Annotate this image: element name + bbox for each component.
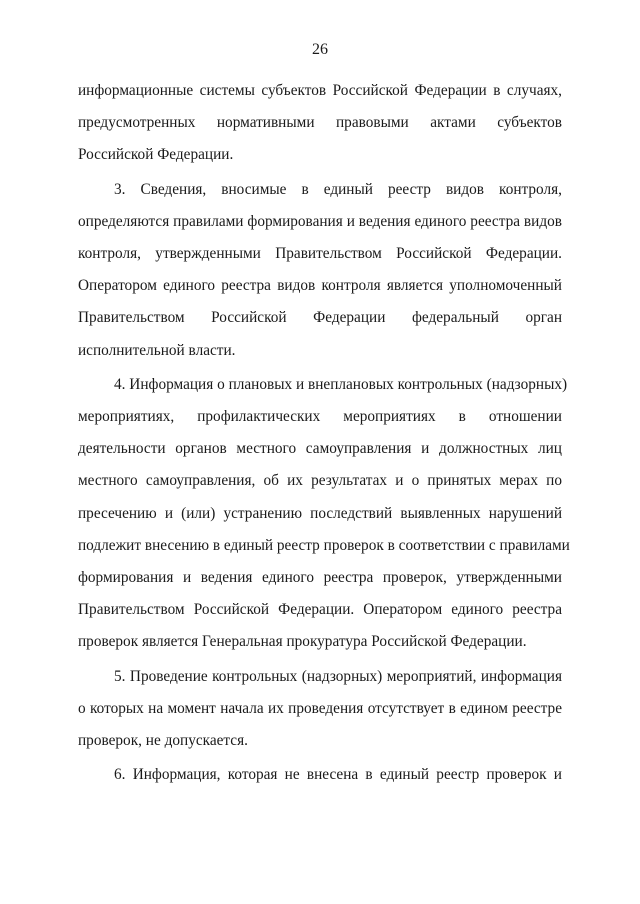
text-line: мероприятиях, профилактических мероприятиях в отношении <box>78 408 562 426</box>
page-number: 26 <box>312 41 328 58</box>
text-line: пресечению и (или) устранению последствий выявленных нарушений <box>78 504 562 522</box>
text-line: проверок является Генеральная прокуратура Российской Федерации. <box>78 633 527 651</box>
text-line: деятельности органов местного самоуправления и должностных лиц <box>78 440 562 458</box>
text-line: 4. Информация о плановых и внеплановых контрольных (надзорных) <box>114 375 568 393</box>
text-line: подлежит внесению в единый реестр проверок в соответствии с правилами <box>78 536 570 554</box>
text-line: проверок, не допускается. <box>78 732 248 750</box>
text-line: формирования и ведения единого реестра проверок, утвержденными <box>78 569 562 587</box>
text-line: 3. Сведения, вносимые в единый реестр видов контроля, <box>114 180 562 198</box>
text-line: о которых на момент начала их проведения отсутствует в едином реестре <box>78 699 562 717</box>
text-line: контроля, утвержденными Правительством Российской Федерации. <box>78 245 562 263</box>
text-line: исполнительной власти. <box>78 341 236 359</box>
text-line: Российской Федерации. <box>78 146 234 164</box>
text-line: Оператором единого реестра видов контроля является уполномоченный <box>78 277 562 295</box>
text-line: предусмотренных нормативными правовыми актами субъектов <box>78 114 562 132</box>
paragraph-4 <box>78 369 570 659</box>
text-line: Правительством Российской Федерации. Оператором единого реестра <box>78 601 562 619</box>
paragraph-continuation <box>78 75 562 172</box>
text-line: Правительством Российской Федерации федеральный орган <box>78 309 562 327</box>
text-line: информационные системы субъектов Российской Федерации в случаях, <box>78 82 562 99</box>
text-line: местного самоуправления, об их результатах и о принятых мерах по <box>78 472 562 490</box>
document-body <box>78 75 570 791</box>
text-line: 5. Проведение контрольных (надзорных) мероприятий, информация <box>114 667 562 685</box>
text-line: определяются правилами формирования и ведения единого реестра видов <box>78 212 562 230</box>
paragraph-5 <box>78 661 562 758</box>
paragraph-3 <box>78 174 562 367</box>
paragraph-6 <box>78 759 562 791</box>
text-line: 6. Информация, которая не внесена в единый реестр проверок и <box>114 766 562 784</box>
